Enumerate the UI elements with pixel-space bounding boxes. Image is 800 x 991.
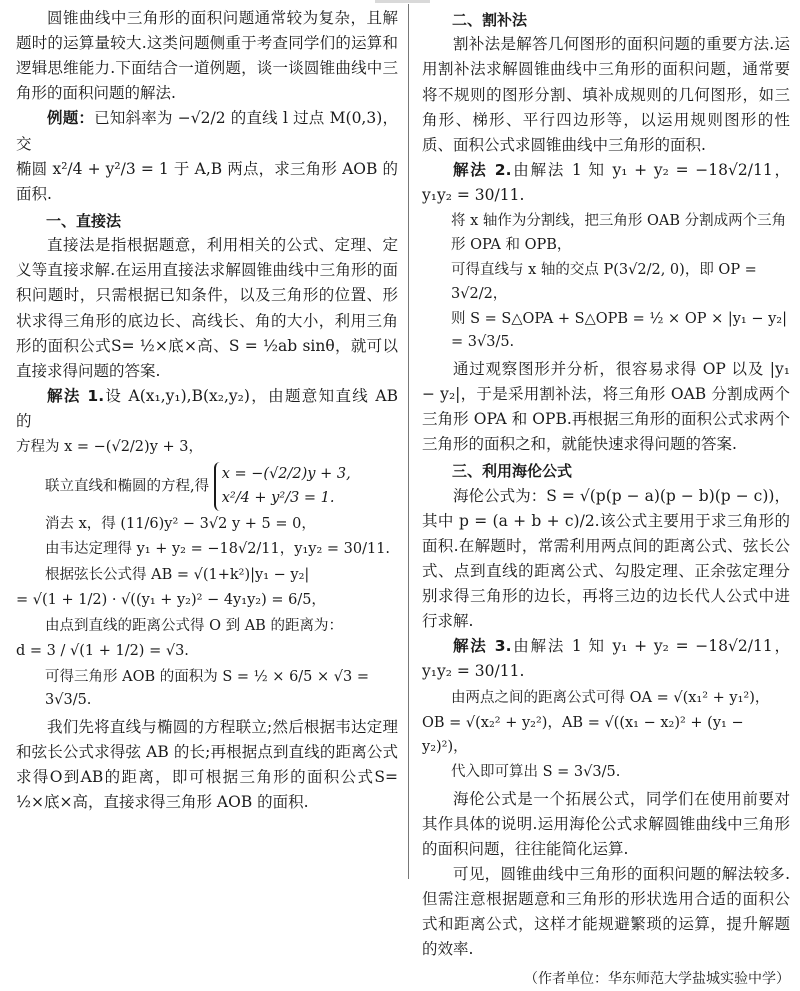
distance-formula-step-2: OB = √(x₂² + y₂²)，AB = √((x₁ − x₂)² + (y₁ − y₂)²)， bbox=[422, 715, 744, 755]
equation-system bbox=[214, 462, 351, 511]
section2-heading: 二、割补法 bbox=[452, 11, 528, 29]
right-column bbox=[422, 6, 790, 991]
summary-paragraph: 我们先将直线与椭圆的方程联立;然后根据韦达定理和弦长公式求得弦 AB 的长;再根据点到直线的距离公式求得O到AB的距离，即可根据三角形的面积公式S= ½×底×高，直接求得三角形 AOB 的面积. bbox=[16, 717, 398, 812]
area-result: 可得三角形 AOB 的面积为 S = ½ × 6/5 × √3 = 3√3/5. bbox=[45, 668, 369, 709]
solution2-label: 解法 2. bbox=[453, 160, 512, 179]
observe-paragraph: 通过观察图形并分析，很容易求得 OP 以及 |y₁ − y₂|，于是采用割补法，将三角形 OAB 分割成两个三角形 OPA 和 OPB.再根据三角形的面积公式求两个三角形的面积之和，就能快速求得问题的答案. bbox=[422, 359, 790, 454]
substitute-step: 代入即可算出 S = 3√3/5. bbox=[451, 764, 621, 781]
solution3-paragraph bbox=[422, 634, 790, 684]
solution2-paragraph bbox=[422, 158, 790, 208]
distance-lead: 由点到直线的距离公式得 O 到 AB 的距离为： bbox=[45, 617, 343, 634]
example-text-1: 已知斜率为 −√2/2 的直线 l 过点 M(0,3)，交 bbox=[16, 109, 398, 153]
conclusion-paragraph: 可见，圆锥曲线中三角形的面积问题的解法较多.但需注意根据题意和三角形的形状选用合适的面积公式和距离公式，这样才能规避繁琐的运算，提升解题的效率. bbox=[422, 864, 790, 959]
section2-paragraph: 割补法是解答几何图形的面积问题的重要方法.运用割补法求解圆锥曲线中三角形的面积问题，通常要将不规则的图形分割、填补成规则的几何图形，如三角形、梯形、平行四边形等，以运用规则图形的性质、面积公式求圆锥曲线中三角形的面积. bbox=[422, 35, 790, 154]
example-text-2: 椭圆 x²/4 + y²/3 = 1 于 A,B 两点，求三角形 AOB 的面积. bbox=[16, 159, 398, 203]
column-divider bbox=[408, 4, 409, 879]
heron-paragraph: 海伦公式为：S = √(p(p − a)(p − b)(p − c))，其中 p = (a + b + c)/2.该公式主要用于求三角形的面积.在解题时，常需利用两点间的距离公式、弦长公式、点到直线的距离公式、勾股定理、正余弦定理分别求得三角形的边长，再将三边的边长代人公式中进行求解. bbox=[422, 486, 790, 631]
solution2-text: 由解法 1 知 y₁ + y₂ = −18√2/11，y₁y₂ = 30/11. bbox=[422, 160, 790, 204]
chord-formula-step: 根据弦长公式得 AB = √(1+k²)|y₁ − y₂| bbox=[45, 566, 310, 583]
system-lead: 联立直线和椭圆的方程,得 bbox=[45, 478, 210, 495]
left-column bbox=[16, 6, 398, 815]
solution1-label: 解法 1. bbox=[47, 386, 105, 405]
chord-value-step: = √(1 + 1/2) · √((y₁ + y₂)² − 4y₁y₂) = 6/5， bbox=[16, 592, 326, 609]
example-paragraph bbox=[16, 106, 398, 156]
author-affiliation: （作者单位：华东师范大学盐城实验中学） bbox=[524, 971, 790, 988]
section1-heading: 一、直接法 bbox=[46, 211, 122, 230]
section3-heading: 三、利用海伦公式 bbox=[452, 462, 573, 481]
solution1-intro bbox=[16, 384, 398, 434]
distance-formula-step: 由两点之间的距离公式可得 OA = √(x₁² + y₁²)， bbox=[451, 689, 770, 706]
split-step: 将 x 轴作为分割线，把三角形 OAB 分割成两个三角形 OPA 和 OPB， bbox=[451, 213, 787, 253]
solution1-intro-text: 设 A(x₁,y₁),B(x₂,y₂)，由题意知直线 AB 的 bbox=[16, 386, 398, 430]
example-label: 例题： bbox=[47, 109, 95, 128]
solution3-text: 由解法 1 知 y₁ + y₂ = −18√2/11，y₁y₂ = 30/11. bbox=[422, 637, 790, 681]
line-equation: 方程为 x = −(√2/2)y + 3， bbox=[16, 439, 203, 456]
distance-value: d = 3 / √(1 + 1/2) = √3. bbox=[16, 643, 189, 660]
system-block bbox=[16, 462, 398, 511]
header-rule bbox=[375, 0, 430, 3]
intro-paragraph: 圆锥曲线中三角形的面积问题通常较为复杂，且解题时的运算量较大.这类问题侧重于考查同学们的运算和逻辑思维能力.下面结合一道例题，谈一谈圆锥曲线中三角形的面积问题的解法. bbox=[16, 9, 398, 103]
system-line-2: x²/4 + y²/3 = 1. bbox=[221, 490, 335, 507]
section1-paragraph: 直接法是指根据题意，利用相关的公式、定理、定义等直接求解.在运用直接法求解圆锥曲线中三角形的面积问题时，只需根据已知条件，以及三角形的位置、形状求得三角形的底边长、高线长、角的大小，利用三角形的面积公式S= ½×底×高、S = ½ab sinθ，就可以直接求得问题的答案. bbox=[16, 236, 398, 380]
vieta-step: 由韦达定理得 y₁ + y₂ = −18√2/11，y₁y₂ = 30/11. bbox=[45, 541, 391, 558]
solution3-label: 解法 3. bbox=[453, 637, 512, 656]
heron-note-paragraph: 海伦公式是一个拓展公式，同学们在使用前要对其作具体的说明.运用海伦公式求解圆锥曲线中三角形的面积问题，往往能简化运算. bbox=[422, 789, 790, 858]
intersection-step: 可得直线与 x 轴的交点 P(3√2/2, 0)，即 OP = 3√2/2， bbox=[451, 262, 757, 302]
system-line-1: x = −(√2/2)y + 3, bbox=[221, 465, 351, 482]
eliminate-step: 消去 x，得 (11/6)y² − 3√2 y + 5 = 0， bbox=[45, 515, 316, 532]
area2-step: 则 S = S△OPA + S△OPB = ½ × OP × |y₁ − y₂| = 3√3/5. bbox=[451, 311, 787, 351]
